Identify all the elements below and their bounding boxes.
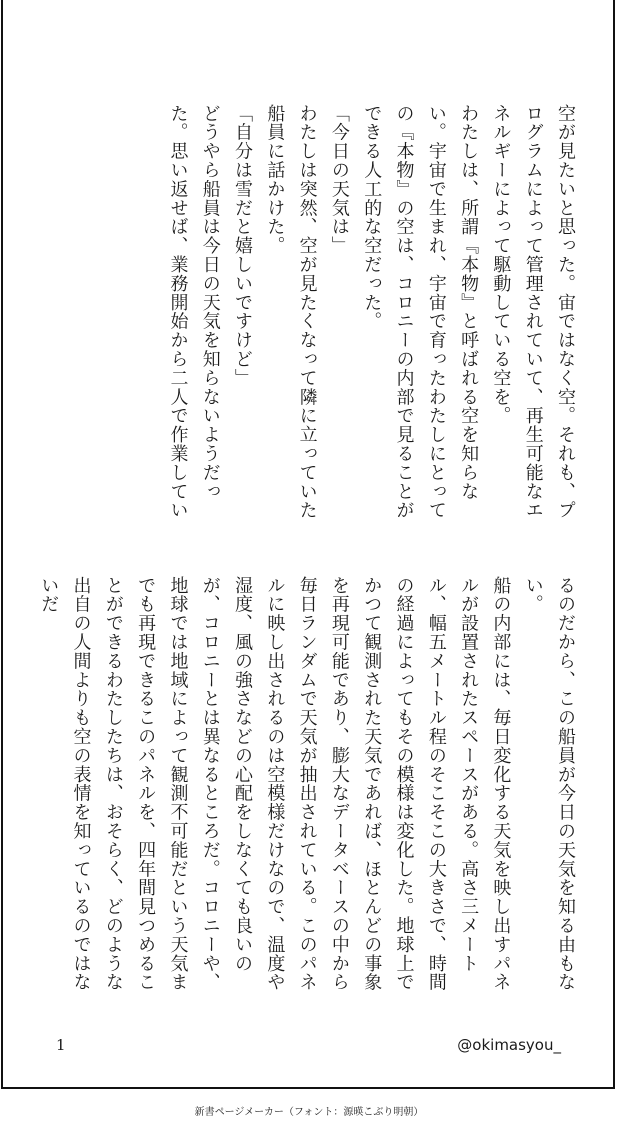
page-sheet: [1, 0, 615, 1089]
generator-credit: 新書ページメーカー（フォント：源暎こぶり明朝）: [194, 1107, 424, 1118]
page-number: 1: [56, 1036, 66, 1054]
dialogue-line: 「自分は雪だと嬉しいですけど」: [232, 104, 254, 388]
upper-text-block: [51, 104, 581, 528]
lower-text-block: [38, 576, 581, 1000]
paragraph: 船の内部には、毎日変化する天気を映し出すパネルが設置されたスペースがある。高さ三メートル、幅五メートル程のそこそこの大きさで、時間の経過によってもその模様は変化した。地球上でかつて観測された天気であれば、ほとんどの事象を再現可能であり、膨大なデータベースの中から毎日ランダムで天気が抽出されている。このパネルに映し出されるのは空模様だけなので、温度や湿度、風の強さなどの心配をしなくても良いのが、コロニーとは異なるところだ。コロニーや、地球では地域によって観測不可能だという天気までも再現できるこのパネルを、四年間見つめることができるわたしたちは、おそらく、どのような出自の人間よりも空の表情を知っているのではないだ: [38, 576, 512, 992]
dialogue-line: 「今日の天気は」: [328, 104, 350, 256]
paragraph: わたしは、所謂『本物』と呼ばれる空を知らない。宇宙で生まれ、宇宙で育ったわたしにとっての『本物』の空は、コロニーの内部で見ることができる人工的な空だった。: [361, 104, 480, 520]
paragraph: 空が見たいと思った。宙ではなく空。それも、プログラムによって管理されていて、再生可能なエネルギーによって駆動している空を。: [490, 104, 576, 520]
paragraph: わたしは突然、空が見たくなって隣に立っていた船員に話かけた。: [264, 104, 318, 520]
author-handle: @okimasyou_: [457, 1036, 561, 1054]
paragraph: るのだから、この船員が今日の天気を知る由もない。: [522, 576, 576, 992]
paragraph: どうやら船員は今日の天気を知らないようだった。思い返せば、業務開始から二人で作業してい: [167, 104, 221, 520]
